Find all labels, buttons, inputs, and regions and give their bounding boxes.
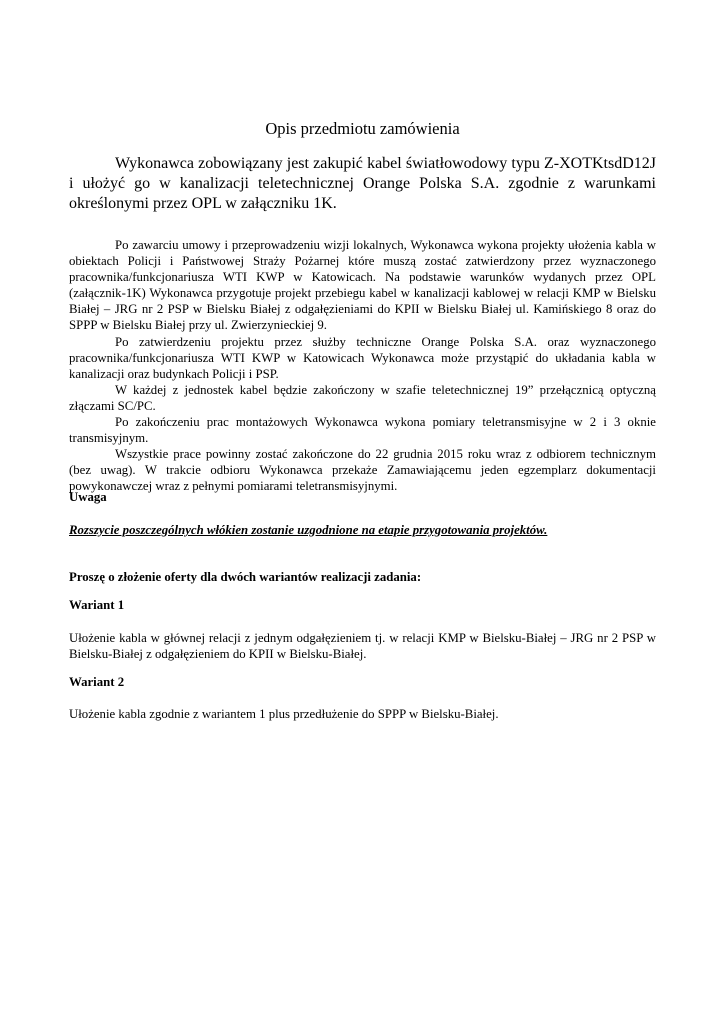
paragraph-termination: W każdej z jednostek kabel będzie zakończony w szafie teletechnicznej 19” przełącznicą optyczną złączami SC/PC.: [69, 382, 656, 413]
body-text: [69, 237, 656, 495]
lead-paragraph: Wykonawca zobowiązany jest zakupić kabel światłowodowy typu Z-XOTKtsdD12J i ułożyć go w kanalizacji teletechnicznej Orange Polska S.A. zgodnie z warunkami określonymi przez OPL w załączniku 1K.: [69, 155, 656, 212]
note-heading: Uwaga: [69, 490, 107, 504]
variant1-heading: Wariant 1: [69, 598, 125, 612]
offer-heading: Proszę o złożenie oferty dla dwóch wariantów realizacji zadania:: [69, 570, 422, 584]
paragraph-approval: Po zatwierdzeniu projektu przez służby techniczne Orange Polska S.A. oraz wyznaczonego pracownika/funkcjonariusza WTI KWP w Katowicach Wykonawca może przystąpić do układania kabla w kanalizacji oraz budynkach Policji i PSP.: [69, 334, 656, 381]
paragraph-deadline: Wszystkie prace powinny zostać zakończone do 22 grudnia 2015 roku wraz z odbiorem technicznym (bez uwag). W trakcie odbioru Wykonawca przekaże Zamawiającemu jeden egzemplarz dokumentacji powykonawczej wraz z pełnymi pomiarami teletransmisyjnymi.: [69, 447, 656, 494]
note-text: Rozszycie poszczególnych włókien zostanie uzgodnione na etapie przygotowania projektów.: [69, 523, 548, 537]
variant1-text: Ułożenie kabla w głównej relacji z jednym odgałęzieniem tj. w relacji KMP w Bielsku-Białej – JRG nr 2 PSP w Bielsku-Białej z odgałęzieniem do KPII w Bielsku-Białej.: [69, 631, 656, 662]
document-title: Opis przedmiotu zamówienia: [265, 119, 460, 138]
document-page: [69, 0, 656, 1024]
variant2-text: Ułożenie kabla zgodnie z wariantem 1 plus przedłużenie do SPPP w Bielsku-Białej.: [69, 707, 499, 721]
variant2-heading: Wariant 2: [69, 675, 125, 689]
paragraph-project: Po zawarciu umowy i przeprowadzeniu wizji lokalnych, Wykonawca wykona projekty ułożenia kabla w obiektach Policji i Państwowej Straży Pożarnej które muszą zostać zatwierdzony przez wyznaczonego pracownika/funkcjonariusza WTI KWP w Katowicach. Na podstawie warunków wydanych przez OPL (załącznik-1K) Wykonawca przygotuje projekt przebiegu kabel w kanalizacji kablowej w relacji KMP w Bielsku Białej – JRG nr 2 PSP w Bielsku Białej z odgałęzieniami do KPII w Bielsku Białej ul. Kamińskiego 8 oraz do SPPP w Bielsku Białej przy ul. Zwierzynieckiej 9.: [69, 238, 656, 333]
paragraph-measurements: Po zakończeniu prac montażowych Wykonawca wykona pomiary teletransmisyjne w 2 i 3 oknie transmisyjnym.: [69, 415, 656, 446]
